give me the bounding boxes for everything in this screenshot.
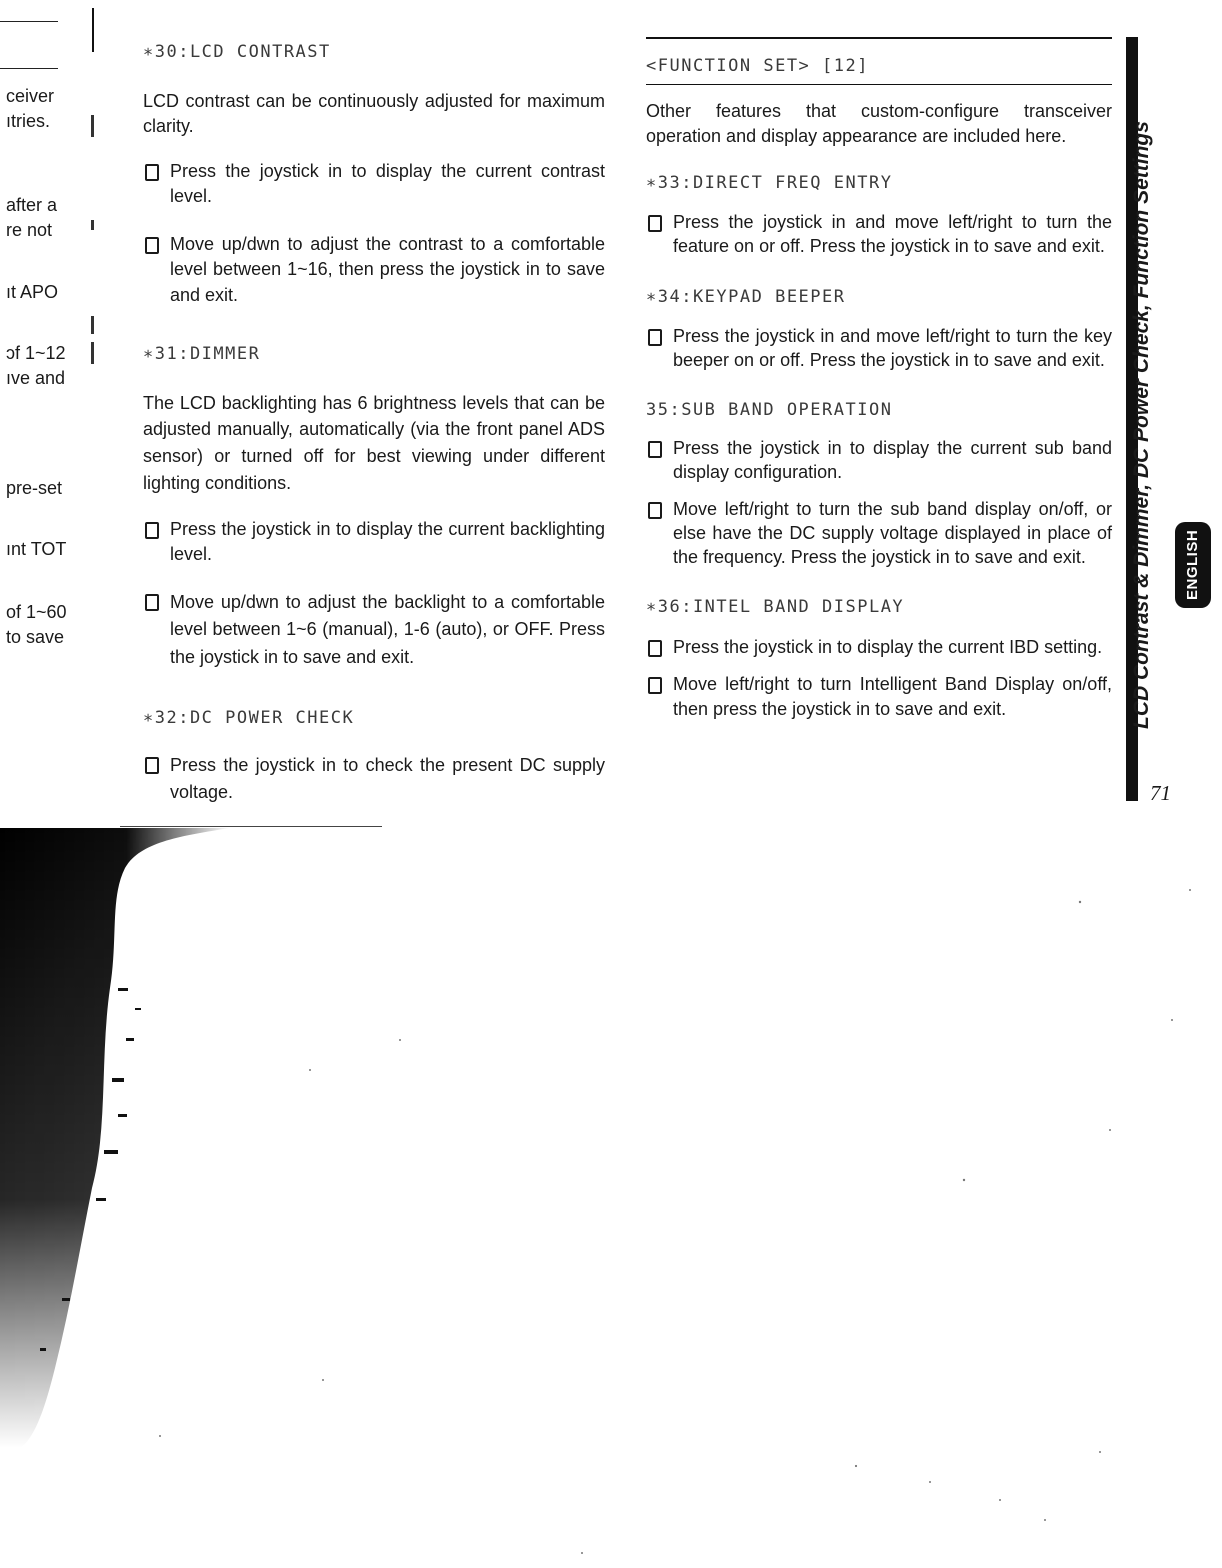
instruction-step (646, 497, 1112, 569)
fragment-text: ɔf 1~12 (6, 343, 66, 363)
chapter-title: LCD Contrast & Dimmer, DC Power Check, Function Settings (1130, 121, 1153, 729)
section-heading-function-set: <FUNCTION SET> [12] (646, 56, 869, 76)
language-tab-label: ENGLISH (1184, 529, 1201, 600)
step-text: Move up/dwn to adjust the contrast to a comfortable level between 1~16, then press the joystick in to save and exit. (170, 233, 605, 305)
checkbox-bullet-icon (648, 215, 662, 232)
fragment-text: ıve and (6, 368, 66, 388)
instruction-step (143, 517, 605, 568)
checkbox-bullet-icon (145, 594, 159, 611)
fragment-text: re not (6, 220, 53, 240)
instruction-step (143, 752, 605, 806)
section-intro: The LCD backlighting has 6 brightness levels that can be adjusted manually, automatically (via the front panel ADS sensor) or turned off for best viewing under different lighting conditions. (143, 392, 605, 493)
section-heading-sub-band-operation: 35:SUB BAND OPERATION (646, 399, 893, 420)
instruction-step (143, 232, 605, 309)
checkbox-bullet-icon (648, 502, 662, 519)
section-intro: LCD contrast can be continuously adjusted for maximum clarity. (143, 90, 605, 136)
step-text: Move left/right to turn the sub band display on/off, or else have the DC supply voltage displayed in place of the frequency. Press the joystick in to save and exit. (673, 499, 1112, 567)
fragment-text: of 1~60 (6, 602, 67, 622)
step-text: Press the joystick in to check the present DC supply voltage. (170, 754, 605, 802)
step-text: Press the joystick in to display the current backlighting level. (170, 518, 605, 565)
instruction-step (646, 672, 1112, 722)
step-text: Press the joystick in to display the current contrast level. (170, 160, 605, 206)
fragment-text: after a (6, 195, 58, 215)
binding-mark (91, 220, 94, 230)
scan-artifact-rule (120, 826, 382, 827)
fragment-text: ınt TOT (6, 539, 67, 559)
scan-specks (0, 840, 1222, 1560)
binding-mark (91, 115, 94, 137)
instruction-step (646, 324, 1112, 372)
fragment-text: ıtries. (6, 111, 51, 131)
section-heading-dimmer: ∗31:DIMMER (143, 344, 261, 364)
fragment-text: ıt APO (6, 282, 59, 302)
instruction-step (646, 436, 1112, 484)
instruction-step (646, 635, 1112, 659)
checkbox-bullet-icon (648, 441, 662, 458)
section-intro: Other features that custom-configure transceiver operation and display appearance are included here. (646, 100, 1112, 146)
section-heading-direct-freq-entry: ∗33:DIRECT FREQ ENTRY (646, 172, 893, 193)
step-text: Move left/right to turn Intelligent Band Display on/off, then press the joystick in to save and exit. (673, 673, 1112, 719)
fragment-rule (0, 21, 58, 22)
section-heading-intel-band-display: ∗36:INTEL BAND DISPLAY (646, 597, 905, 617)
step-text: Press the joystick in to display the current IBD setting. (673, 636, 1103, 657)
fragment-rule (0, 68, 58, 69)
section-heading-lcd-contrast: ∗30:LCD CONTRAST (143, 42, 331, 62)
checkbox-bullet-icon (648, 329, 662, 346)
step-text: Press the joystick in to display the current sub band display configuration. (673, 438, 1112, 482)
checkbox-bullet-icon (648, 640, 662, 657)
instruction-step (646, 210, 1112, 258)
checkbox-bullet-icon (145, 237, 159, 254)
checkbox-bullet-icon (648, 677, 662, 694)
fragment-text: to save (6, 627, 65, 647)
step-text: Press the joystick in and move left/right to turn the key beeper on or off. Press the joystick in to save and exit. (673, 325, 1112, 370)
section-heading-keypad-beeper: ∗34:KEYPAD BEEPER (646, 287, 846, 307)
checkbox-bullet-icon (145, 164, 159, 181)
checkbox-bullet-icon (145, 757, 159, 774)
fragment-text: ceiver (6, 86, 55, 106)
right-column (646, 34, 1112, 722)
instruction-step (143, 589, 605, 672)
instruction-step (143, 159, 605, 210)
step-text: Press the joystick in and move left/right to turn the feature on or off. Press the joystick in to save and exit. (673, 212, 1112, 256)
binding-mark (91, 342, 94, 364)
fragment-text: pre-set (6, 478, 63, 498)
section-heading-dc-power-check: ∗32:DC POWER CHECK (143, 708, 355, 729)
page-number: 71 (1150, 781, 1171, 805)
step-text: Move up/dwn to adjust the backlight to a comfortable level between 1~6 (manual), 1-6 (auto), or OFF. Press the joystick in to save and exit. (170, 591, 605, 667)
checkbox-bullet-icon (145, 522, 159, 539)
left-column (143, 40, 605, 806)
binding-mark (91, 316, 94, 334)
binding-mark (92, 8, 94, 52)
